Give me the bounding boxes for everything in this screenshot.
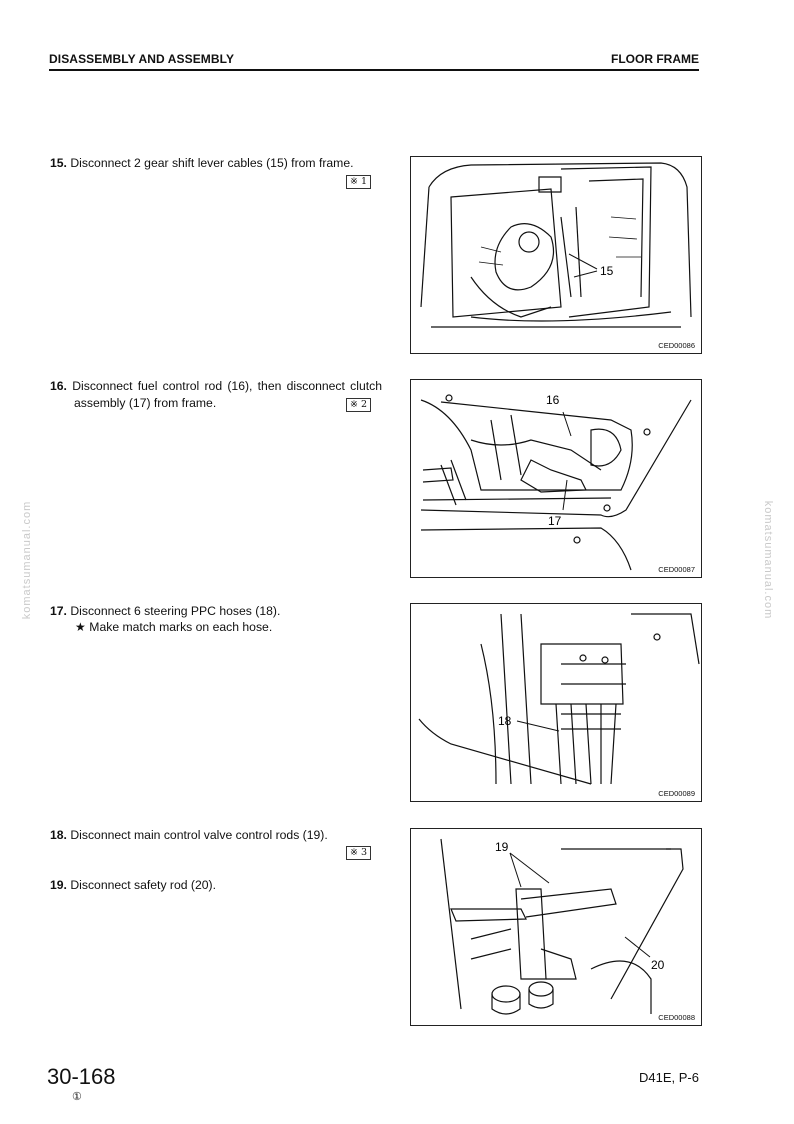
section-title: DISASSEMBLY AND ASSEMBLY (49, 52, 235, 66)
step-17-sub: ★ Make match marks on each hose. (75, 620, 273, 634)
step-15-note: ※ 1 (346, 175, 371, 189)
step-17-text: 17. Disconnect 6 steering PPC hoses (18). (50, 604, 281, 618)
step-19 (50, 877, 382, 894)
figure-1-code: CED00086 (658, 341, 695, 350)
figure-2-code: CED00087 (658, 565, 695, 574)
step-19-text: 19. Disconnect safety rod (20). (50, 878, 216, 892)
figure-control-rods (410, 828, 702, 1026)
figure-gear-shift-cables (410, 156, 702, 354)
step-16-text: 16. Disconnect fuel control rod (16), then disconnect clutch assembly (17) from frame. (50, 379, 382, 410)
figure-1-drawing (411, 157, 701, 353)
step-16-note: ※ 2 (346, 398, 371, 412)
label-15: 15 (600, 264, 614, 278)
label-16: 16 (546, 393, 560, 407)
header-rule (49, 69, 699, 71)
label-19: 19 (495, 840, 509, 854)
watermark-left: komatsumanual.com (21, 500, 33, 620)
chapter-title: FLOOR FRAME (611, 52, 699, 66)
watermark-right: komatsumanual.com (762, 500, 774, 620)
step-15 (50, 155, 382, 172)
label-17: 17 (548, 514, 562, 528)
step-18-note: ※ 3 (346, 846, 371, 860)
step-16 (50, 378, 382, 412)
step-15-text: 15. Disconnect 2 gear shift lever cables (15) from frame. (50, 156, 354, 170)
page-header (49, 52, 699, 70)
step-18 (50, 827, 382, 844)
figure-3-drawing (411, 604, 701, 801)
step-18-text: 18. Disconnect main control valve control rods (19). (50, 828, 328, 842)
step-17 (50, 603, 382, 620)
figure-4-code: CED00088 (658, 1013, 695, 1022)
figure-2-drawing (411, 380, 701, 577)
figure-3-code: CED00089 (658, 789, 695, 798)
page-number: 30-168 (47, 1064, 116, 1089)
figure-fuel-control-rod (410, 379, 702, 578)
figure-steering-ppc-hoses (410, 603, 702, 802)
figure-4-drawing (411, 829, 701, 1025)
label-18: 18 (498, 714, 512, 728)
model-code: D41E, P-6 (639, 1070, 699, 1085)
label-20: 20 (651, 958, 665, 972)
revision-mark: ① (72, 1091, 82, 1103)
